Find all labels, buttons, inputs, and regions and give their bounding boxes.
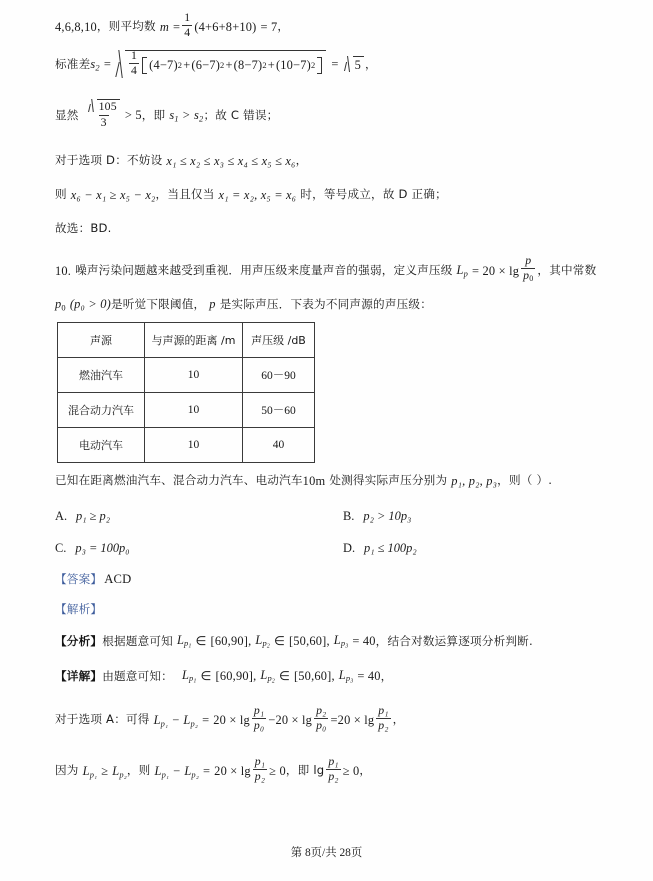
derivA-punct: ，: [392, 712, 405, 727]
derivA-prefix: 对于选项 A：可得: [55, 712, 150, 727]
x-chain: x₁ ≤ x₂ ≤ x₃ ≤ x₄ ≤ x₅ ≤ x₆: [166, 154, 296, 168]
equals-sign-1: =: [173, 19, 181, 34]
question10-stem-line2: [55, 297, 432, 312]
given-text-tail: ，则（ ）.: [497, 473, 553, 488]
answer-value: ACD: [104, 572, 132, 586]
cell-level-1: 50－60: [243, 393, 315, 428]
fenxi-comma-2: ,: [326, 634, 330, 649]
derivA-L1: $L_{p_1}$: [153, 712, 169, 728]
Lp-symbol: $L_p$: [456, 263, 469, 279]
derivB-f-num: p₁: [254, 755, 266, 769]
option-a[interactable]: [55, 509, 343, 524]
fraction-one-quarter: [182, 12, 192, 39]
xiangjie-comma-2: ,: [331, 669, 335, 684]
fenxi-comma-1: ,: [248, 634, 252, 649]
cell-source-2: 电动汽车: [58, 428, 145, 463]
radicand-105: 105: [97, 99, 120, 114]
answer-line: [55, 572, 131, 587]
derivA-f2-den: p₀: [316, 718, 327, 732]
cell-level-2: 40: [243, 428, 315, 463]
derivB-ge0-2: ≥ 0: [342, 763, 360, 778]
derivA-frac-1: [252, 705, 266, 732]
question10-text2-tail: 是实际声压．下表为不同声源的声压级：: [219, 296, 432, 311]
derivA-f3-num: p₁: [378, 704, 389, 718]
answer-tag: 【答案】: [55, 571, 103, 586]
radical-sign-3: [88, 99, 97, 114]
line5-mid: ，当且仅当: [155, 187, 215, 202]
xiangjie-in-1: ∈: [200, 669, 212, 684]
table-row: [58, 393, 315, 428]
table-header-row: [58, 323, 315, 358]
option-row-cd: [55, 541, 417, 556]
header-level: 声压级 /dB: [243, 323, 315, 358]
fenxi-Lp1: $L_{p_1}$: [176, 633, 192, 650]
derivB-comma: ，即 lg: [285, 763, 325, 778]
derivB-f-den: p₂: [254, 769, 266, 783]
derivA-minus-2: −: [268, 712, 276, 727]
squared-terms: (4−7) 2 + (6−7) 2 + (8−7) 2 + (10−7) 2: [149, 57, 316, 72]
option-c-label: C.: [55, 541, 67, 555]
xiangjie-Lp3: $L_{p_3}$: [338, 668, 354, 685]
frac-num-p: p: [525, 254, 532, 268]
page-footer: [0, 844, 653, 860]
question10-stem-line1: [55, 254, 597, 285]
derivA-eq-2: =: [330, 712, 338, 727]
derivA-20lg-1: 20 × lg: [213, 712, 250, 727]
fraction-sqrt105-over-3: [85, 99, 123, 129]
cell-distance-2: 10: [145, 428, 243, 463]
fenxi-in-1: ∈: [195, 634, 207, 649]
fraction-one-quarter-2: [129, 50, 139, 77]
question10-text1-tail: ，其中常数: [537, 263, 597, 278]
analysis-tag-line: [55, 603, 102, 617]
table-row: [58, 358, 315, 393]
fenxi-interval-2: [50,60]: [288, 634, 327, 649]
header-distance: 与声源的距离 /m: [145, 323, 243, 358]
derivB-frac-1: [253, 756, 267, 783]
bracket-group: [141, 57, 323, 74]
gt-five: > 5: [124, 108, 142, 123]
option-a-expr: p₁ ≥ p₂: [76, 509, 111, 523]
page-number-text: 第 8页/共 28页: [290, 847, 363, 859]
xiangjie-line: [55, 668, 392, 686]
fraction-p-over-p0: [521, 255, 535, 283]
sqrt-result: [344, 56, 364, 74]
option-d-setup-line: [55, 154, 307, 169]
fenxi-text-after: ，结合对数运算逐项分析判断.: [375, 633, 533, 648]
derivA-f1-den: p₀: [253, 718, 265, 732]
cell-source-1: 混合动力汽车: [58, 393, 145, 428]
given-distance: 10m: [302, 474, 326, 488]
line5-prefix: 则: [55, 187, 67, 202]
equals-sign-2: =: [103, 57, 112, 72]
sound-pressure-table-wrap: [57, 322, 315, 463]
derivB-eq: =: [202, 763, 211, 778]
line3-mid: ，即: [141, 107, 166, 122]
derivA-frac-3: [376, 705, 390, 732]
xiangjie-in-2: ∈: [278, 669, 290, 684]
fenxi-in-2: ∈: [273, 634, 285, 649]
previous-answer-line: 故选：BD.: [55, 221, 112, 235]
option-b-label: B.: [343, 509, 355, 523]
option-row-ab: [55, 509, 411, 524]
fenxi-line: [55, 633, 533, 651]
xiangjie-tag: 【详解】: [55, 668, 103, 683]
equals-sign-3: =: [331, 57, 339, 72]
derivB-ge-1: ≥: [101, 763, 109, 778]
radical-sign-2: [344, 56, 353, 74]
line5-tail: 时，等号成立，故 D 正确；: [300, 187, 447, 202]
line4-punct: ，: [295, 153, 308, 168]
derivA-L2: $L_{p_2}$: [183, 712, 199, 728]
derivB-L2: $L_{p_2}$: [112, 763, 127, 779]
fenxi-Lp3: $L_{p_3}$: [333, 633, 349, 650]
mean-formula-line: [55, 11, 290, 41]
sqrt-variance: [116, 50, 326, 80]
fenxi-text-before: 根据题意可知: [102, 633, 173, 648]
question-number: 10.: [55, 263, 72, 278]
cell-distance-1: 10: [145, 393, 243, 428]
derivation-because-line: [55, 755, 372, 785]
data-values: 4,6,8,10: [55, 19, 97, 34]
derivB-20lg: 20 × lg: [214, 763, 251, 778]
derivA-20lg-2: 20 × lg: [275, 712, 313, 727]
given-vars: p₁, p₂, p₃: [451, 474, 498, 488]
table-row: [58, 428, 315, 463]
header-source: 声源: [58, 323, 145, 358]
equality-condition: x₁ = x₂, x₅ = x₆: [218, 188, 297, 202]
fraction-denominator: 4: [184, 25, 191, 39]
derivB-f2-num: p₁: [328, 755, 339, 769]
comparison-line: [55, 101, 278, 131]
option-c[interactable]: [55, 541, 343, 556]
derivB-f2-den: p₂: [328, 769, 339, 783]
line1-punct: ，: [277, 19, 290, 34]
cell-source-0: 燃油汽车: [58, 358, 145, 393]
option-b[interactable]: [343, 509, 411, 524]
cell-distance-0: 10: [145, 358, 243, 393]
s2-symbol: $s_2$: [193, 108, 204, 124]
option-b-expr: p₂ > 10p₃: [363, 509, 412, 523]
term-1: (4−7): [149, 57, 178, 72]
frac-den-p0: $p_0$: [523, 268, 534, 284]
p0-symbol: $p_0$: [55, 297, 66, 313]
derivA-eq-1: =: [202, 712, 210, 727]
line3-tail: ；故 C 错误；: [203, 107, 279, 122]
p-symbol: p: [209, 297, 216, 312]
xiangjie-text-before: 由题意可知：: [102, 668, 173, 683]
std-deviation-line: [55, 50, 377, 80]
mean-symbol: m: [159, 19, 170, 34]
option-d[interactable]: [343, 541, 417, 556]
given-text-before: 已知在距离燃油汽车、混合动力汽车、电动汽车: [55, 473, 303, 488]
derivation-option-a-line: [55, 704, 405, 734]
frac-den-2: 4: [131, 63, 138, 77]
frac-num-sqrt105: [85, 99, 123, 115]
option-c-expr: p₃ = 100p₀: [75, 541, 130, 555]
option-d-inequality-line: [55, 188, 447, 203]
radicand-5: 5: [353, 56, 364, 74]
derivB-mid: ，则: [126, 763, 151, 778]
sound-pressure-table: [57, 322, 315, 463]
derivB-L2b: $L_{p_2}$: [184, 763, 199, 779]
fenxi-eq40: = 40: [352, 634, 376, 649]
inequality-expr: x₆ − x₁ ≥ x₅ − x₂: [70, 188, 156, 202]
derivB-ge0-1: ≥ 0: [269, 763, 286, 778]
xiangjie-punct: ，: [380, 668, 393, 683]
xiangjie-comma-1: ,: [253, 669, 257, 684]
frac-num-2: 1: [131, 49, 138, 63]
xiangjie-eq40: = 40: [357, 669, 381, 684]
xiangjie-Lp2: $L_{p_2}$: [260, 668, 275, 685]
fraction-numerator: 1: [184, 11, 191, 25]
term-2: (6−7): [191, 57, 221, 72]
question10-given-line: [55, 474, 552, 489]
std-label: 标准差: [55, 56, 91, 71]
derivB-L1: $L_{p_1}$: [82, 763, 98, 779]
derivA-minus: −: [172, 712, 180, 727]
option-a-label: A.: [55, 509, 68, 523]
frac-den-3: 3: [100, 115, 107, 129]
derivA-f2-num: p₂: [316, 704, 327, 718]
gt-sign: >: [182, 108, 190, 123]
mean-result: = 7: [260, 19, 278, 34]
derivB-prefix: 因为: [55, 763, 79, 778]
derivB-frac-2: [326, 756, 340, 783]
line2-punct: ，: [365, 56, 377, 71]
derivB-L1b: $L_{p_1}$: [154, 763, 170, 779]
option-d-prefix: 对于选项 D：不妨设: [55, 153, 163, 168]
fenxi-interval-1: [60,90]: [210, 634, 249, 649]
Lp-equals-20lg: = 20 × lg: [472, 263, 520, 278]
cell-level-0: 60－90: [243, 358, 315, 393]
sum-expression: (4+6+8+10): [194, 19, 257, 34]
option-d-label: D.: [343, 541, 356, 555]
derivA-f1-num: p₁: [253, 704, 265, 718]
std-symbol: $s_2$: [90, 57, 100, 73]
xiangjie-interval-1: [60,90]: [215, 669, 254, 684]
derivA-20lg-3: 20 × lg: [337, 712, 375, 727]
sqrt-105: [88, 99, 120, 114]
term-3: (8−7): [233, 57, 263, 72]
derivB-tail: ，: [359, 763, 372, 778]
question10-text1: 噪声污染问题越来越受到重视．用声压级来度量声音的强弱，定义声压级: [75, 263, 453, 278]
given-text-mid: 处测得实际声压分别为: [329, 473, 448, 488]
s1-symbol: $s_1$: [169, 108, 179, 124]
option-d-expr: p₁ ≤ 100p₂: [364, 541, 417, 555]
derivB-minus: −: [173, 763, 181, 778]
obviously-label: 显然: [55, 107, 79, 122]
fenxi-tag: 【分析】: [55, 633, 103, 648]
xiangjie-interval-2: [50,60]: [293, 669, 332, 684]
analysis-tag: 【解析】: [55, 602, 103, 616]
xiangjie-Lp1: $L_{p_1}$: [181, 668, 197, 685]
term-4: (10−7): [275, 57, 311, 72]
derivA-f3-den: p₂: [378, 718, 389, 732]
mean-label: ，则平均数: [96, 19, 156, 34]
derivA-frac-2: [314, 705, 328, 732]
fenxi-Lp2: $L_{p_2}$: [255, 633, 270, 650]
p0-condition: (p₀ > 0): [69, 297, 111, 312]
radical-sign: [116, 50, 125, 80]
question10-text2: 是听觉下限阈值，: [110, 296, 206, 311]
